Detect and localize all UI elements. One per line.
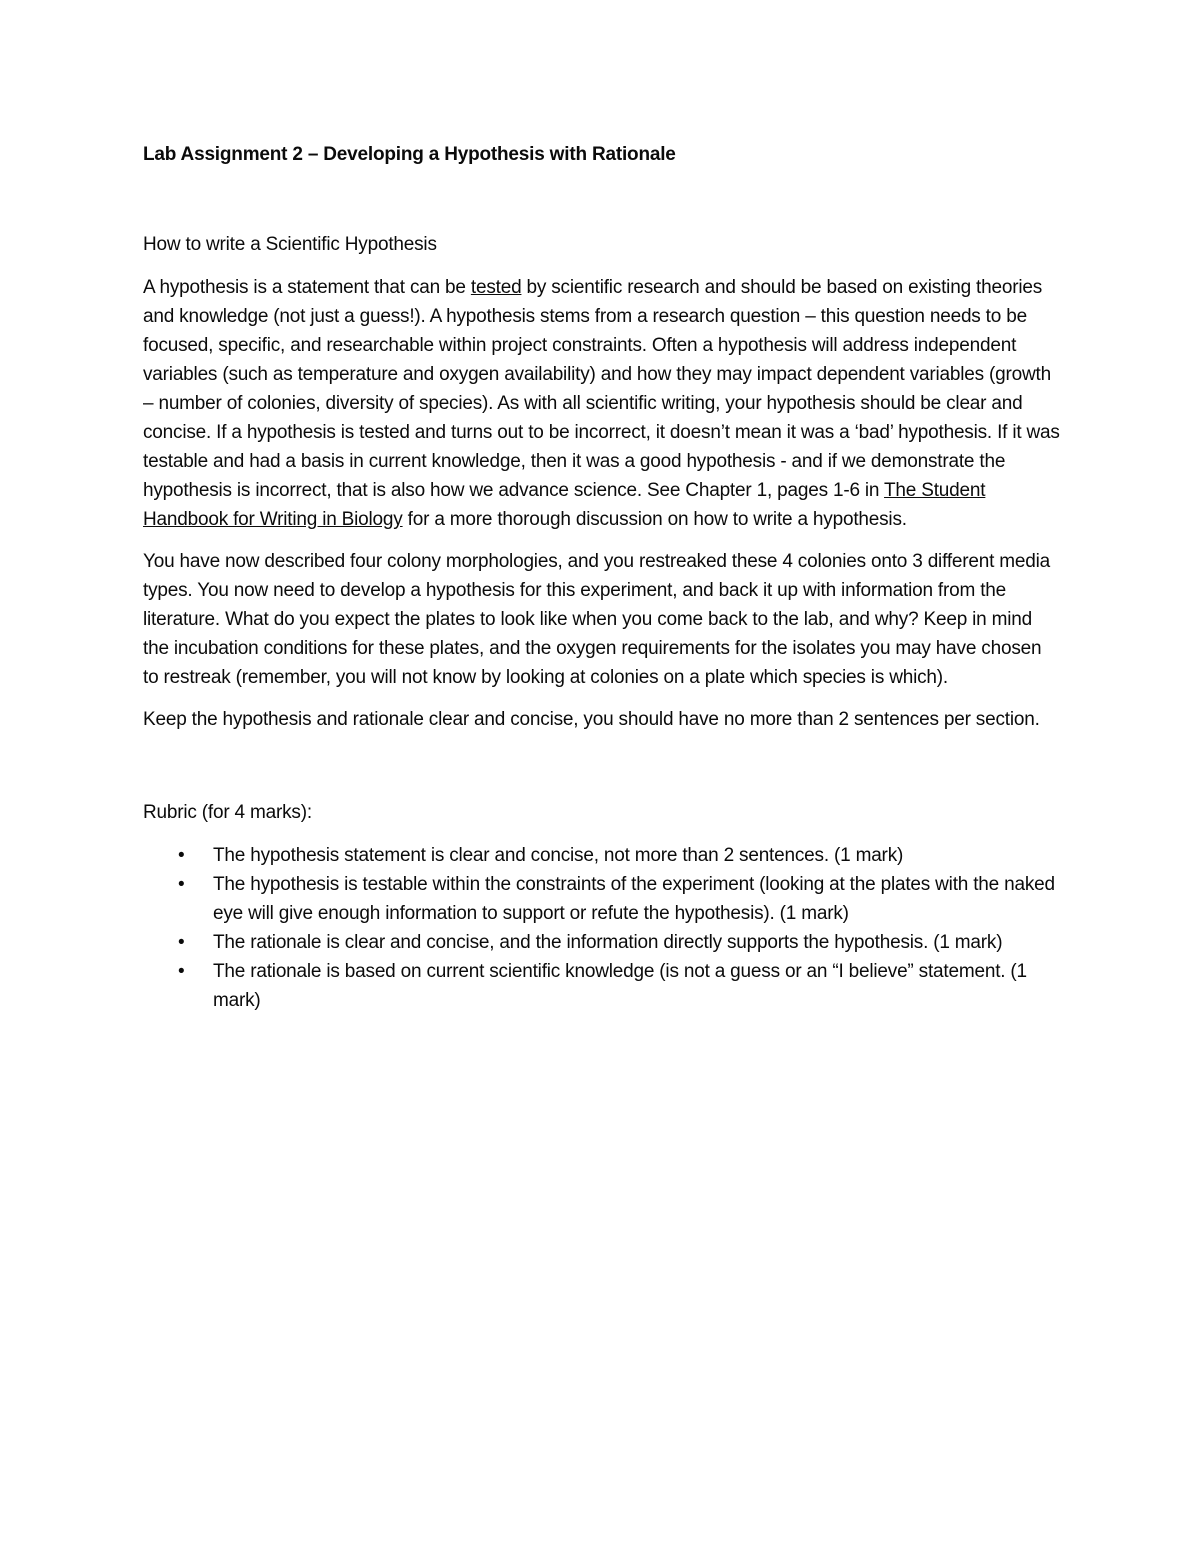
underlined-handbook-title: The Student Handbook for Writing in Biology bbox=[143, 480, 986, 530]
rubric-item-rationale-knowledge: • The rationale is based on current scientific knowledge (is not a guess or an “I believe” statement. (1 mark) bbox=[213, 957, 1060, 1015]
rubric-heading: Rubric (for 4 marks): bbox=[143, 802, 312, 823]
rubric-item-rationale-supports: • The rationale is clear and concise, and the information directly supports the hypothesis. (1 mark) bbox=[213, 928, 1060, 957]
paragraph-1-middle: by scientific research and should be based on existing theories and knowledge (not just a guess!). A hypothesis stems from a research question – this question needs to be focused, specific, and researchable within project constraints. Often a hypothesis will address independent variables (such as temperature and oxygen availability) and how they may impact dependent variables (growth – number of colonies, diversity of species). As with all scientific writing, your hypothesis should be clear and concise. If a hypothesis is tested and turns out to be incorrect, it doesn’t mean it was a ‘bad’ hypothesis. If it was testable and had a basis in current knowledge, then it was a good hypothesis - and if we demonstrate the hypothesis is incorrect, that is also how we advance science. See Chapter 1, pages 1-6 in bbox=[143, 277, 1060, 501]
rubric-list bbox=[143, 841, 1060, 1015]
paragraph-experiment-instructions: You have now described four colony morphologies, and you restreaked these 4 colonies onto 3 different media types. You now need to develop a hypothesis for this experiment, and back it up with information from the literature. What do you expect the plates to look like when you come back to the lab, and why? Keep in mind the incubation conditions for these plates, and the oxygen requirements for the isolates you may have chosen to restreak (remember, you will not know by looking at colonies on a plate which species is which). bbox=[143, 551, 1051, 688]
paragraph-1-lead: A hypothesis is a statement that can be bbox=[143, 277, 471, 298]
paragraph-concise-note: Keep the hypothesis and rationale clear and concise, you should have no more than 2 sentences per section. bbox=[143, 709, 1040, 730]
document-title: Lab Assignment 2 – Developing a Hypothesis with Rationale bbox=[143, 144, 676, 165]
rubric-item-testable: • The hypothesis is testable within the constraints of the experiment (looking at the plates with the naked eye will give enough information to support or refute the hypothesis). (1 mark) bbox=[213, 870, 1060, 928]
paragraph-1-tail: for a more thorough discussion on how to write a hypothesis. bbox=[402, 509, 907, 530]
rubric-item-clear-concise: • The hypothesis statement is clear and concise, not more than 2 sentences. (1 mark) bbox=[213, 841, 1060, 870]
paragraph-hypothesis-definition bbox=[143, 273, 1060, 534]
section-heading: How to write a Scientific Hypothesis bbox=[143, 234, 437, 255]
underlined-term-tested: tested bbox=[470, 277, 522, 298]
